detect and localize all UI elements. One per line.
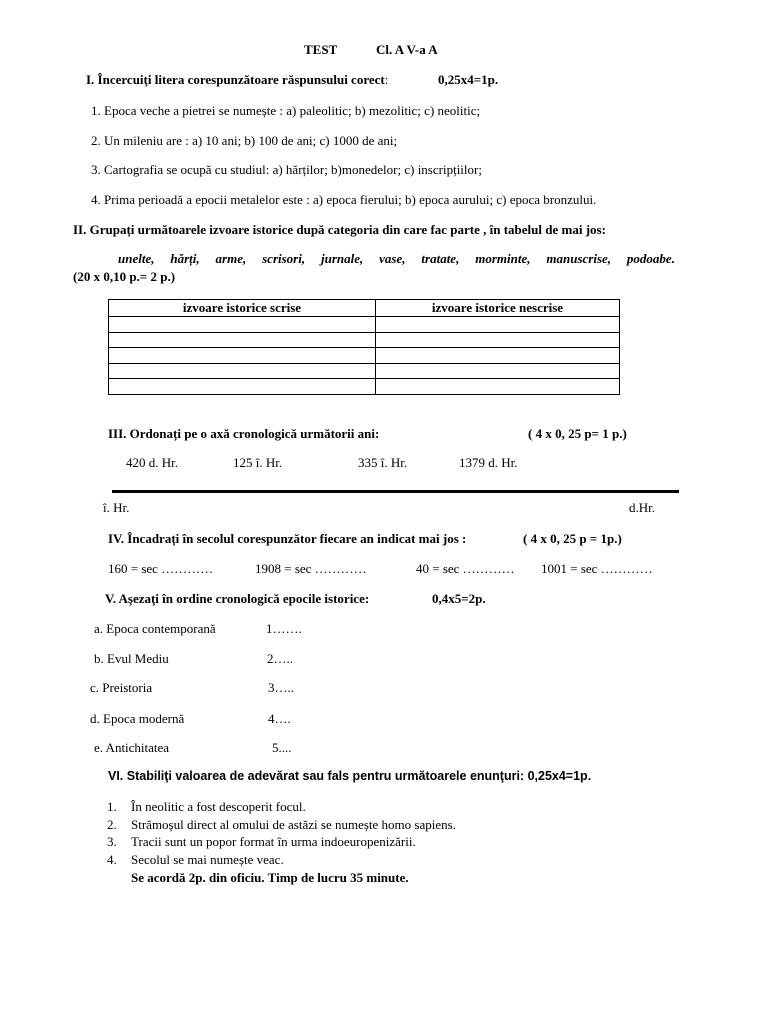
epoch-item: a. Epoca contemporană — [94, 621, 216, 636]
source-word: arme, — [215, 251, 247, 266]
section-5-heading: V. Aşezaţi în ordine cronologică epocile istorice: — [105, 591, 370, 606]
source-word: jurnale, — [321, 251, 364, 266]
statement-text: Strămoșul direct al omului de astăzi se numește homo sapiens. — [131, 816, 456, 832]
section-4-heading: IV. Încadrați în secolul corespunzător fiecare an indicat mai jos : — [108, 531, 467, 546]
table-cell[interactable] — [109, 317, 376, 333]
list-item — [107, 851, 456, 869]
source-word: unelte, — [118, 251, 155, 266]
table-row — [109, 379, 620, 395]
order-slot: 3….. — [268, 680, 294, 695]
axis-label-ad: d.Hr. — [629, 500, 655, 515]
table-cell[interactable] — [109, 348, 376, 364]
order-slot: 2….. — [267, 651, 293, 666]
header-unwritten-sources: izvoare istorice nescrise — [376, 300, 620, 317]
source-word: podoabe. — [626, 251, 675, 266]
section-2-heading: II. Grupați următoarele izvoare istorice după categoria din care fac parte , în tabelul de mai jos: — [73, 222, 606, 237]
table-row — [109, 332, 620, 348]
question-3: 3. Cartografia se ocupă cu studiul: a) hărților; b)monedelor; c) inscripțiilor; — [91, 162, 482, 177]
year-item: 420 d. Hr. — [126, 455, 178, 470]
statement-text: În neolitic a fost descoperit focul. — [131, 799, 306, 814]
section-2-points: (20 x 0,10 p.= 2 p.) — [73, 269, 176, 284]
question-4: 4. Prima perioadă a epocii metalelor este : a) epoca fierului; b) epoca aurului; c) epoca bronzului. — [91, 192, 597, 207]
table-cell[interactable] — [376, 379, 620, 395]
order-slot: 5.... — [272, 740, 292, 755]
table-cell[interactable] — [109, 363, 376, 379]
axis-label-bc: î. Hr. — [103, 500, 130, 515]
table-row — [109, 348, 620, 364]
table-cell[interactable] — [109, 379, 376, 395]
list-item — [107, 798, 456, 816]
section-6-heading: VI. Stabiliţi valoarea de adevărat sau fals pentru următoarele enunţuri: 0,25x4=1p. — [108, 769, 592, 783]
century-item: 160 = sec ………… — [108, 561, 214, 576]
timeline-axis — [112, 490, 679, 493]
source-word: tratate, — [421, 251, 460, 266]
section-1-points: 0,25x4=1p. — [438, 72, 499, 87]
class-label: Cl. A V-a A — [376, 42, 438, 57]
section-1-heading-line — [86, 72, 388, 88]
source-word: vase, — [379, 251, 406, 266]
section-4-points: ( 4 x 0, 25 p = 1p.) — [523, 531, 622, 546]
table-cell[interactable] — [376, 348, 620, 364]
table-header-row — [109, 300, 620, 317]
statements-list — [107, 798, 456, 868]
order-slot: 4…. — [268, 711, 291, 726]
table-cell[interactable] — [376, 317, 620, 333]
section-3-points: ( 4 x 0, 25 p= 1 p.) — [528, 426, 627, 441]
footer-note: Se acordă 2p. din oficiu. Timp de lucru 35 minute. — [131, 870, 409, 885]
section-1-heading: I. Încercuiţi litera corespunzătoare răspunsului corect — [86, 72, 385, 87]
source-word: manuscrise, — [546, 251, 612, 266]
century-item: 1001 = sec ………… — [541, 561, 653, 576]
century-item: 40 = sec ………… — [416, 561, 515, 576]
table-row — [109, 317, 620, 333]
item-number: 3. — [107, 834, 117, 849]
sources-table — [108, 299, 620, 395]
order-slot: 1……. — [266, 621, 302, 636]
list-item — [107, 816, 456, 834]
source-word: morminte, — [475, 251, 531, 266]
header-written-sources: izvoare istorice scrise — [109, 300, 376, 317]
year-item: 125 î. Hr. — [233, 455, 283, 470]
section-5-points: 0,4x5=2p. — [432, 591, 486, 606]
test-title: TEST — [304, 42, 338, 57]
question-1: 1. Epoca veche a pietrei se numește : a) paleolitic; b) mezolitic; c) neolitic; — [91, 103, 481, 118]
century-item: 1908 = sec ………… — [255, 561, 367, 576]
item-number: 1. — [107, 799, 117, 814]
item-number: 2. — [107, 816, 117, 832]
year-item: 1379 d. Hr. — [459, 455, 518, 470]
source-word: hărți, — [170, 251, 200, 266]
table-cell[interactable] — [109, 332, 376, 348]
epoch-item: e. Antichitatea — [94, 740, 170, 755]
statement-text: Tracii sunt un popor format în urma indoeuropenizării. — [131, 834, 416, 849]
epoch-item: b. Evul Mediu — [94, 651, 169, 666]
question-2: 2. Un mileniu are : a) 10 ani; b) 100 de ani; c) 1000 de ani; — [91, 133, 398, 148]
table-row — [109, 363, 620, 379]
source-word-list — [118, 251, 675, 267]
epoch-item: c. Preistoria — [90, 680, 153, 695]
source-word: scrisori, — [262, 251, 306, 266]
section-3-heading: III. Ordonați pe o axă cronologică următorii ani: — [108, 426, 380, 441]
table-cell[interactable] — [376, 332, 620, 348]
statement-text: Secolul se mai numește veac. — [131, 851, 284, 867]
year-item: 335 î. Hr. — [358, 455, 408, 470]
list-item — [107, 833, 456, 851]
table-cell[interactable] — [376, 363, 620, 379]
section-1-colon: : — [384, 72, 389, 87]
item-number: 4. — [107, 851, 117, 867]
epoch-item: d. Epoca modernă — [90, 711, 185, 726]
